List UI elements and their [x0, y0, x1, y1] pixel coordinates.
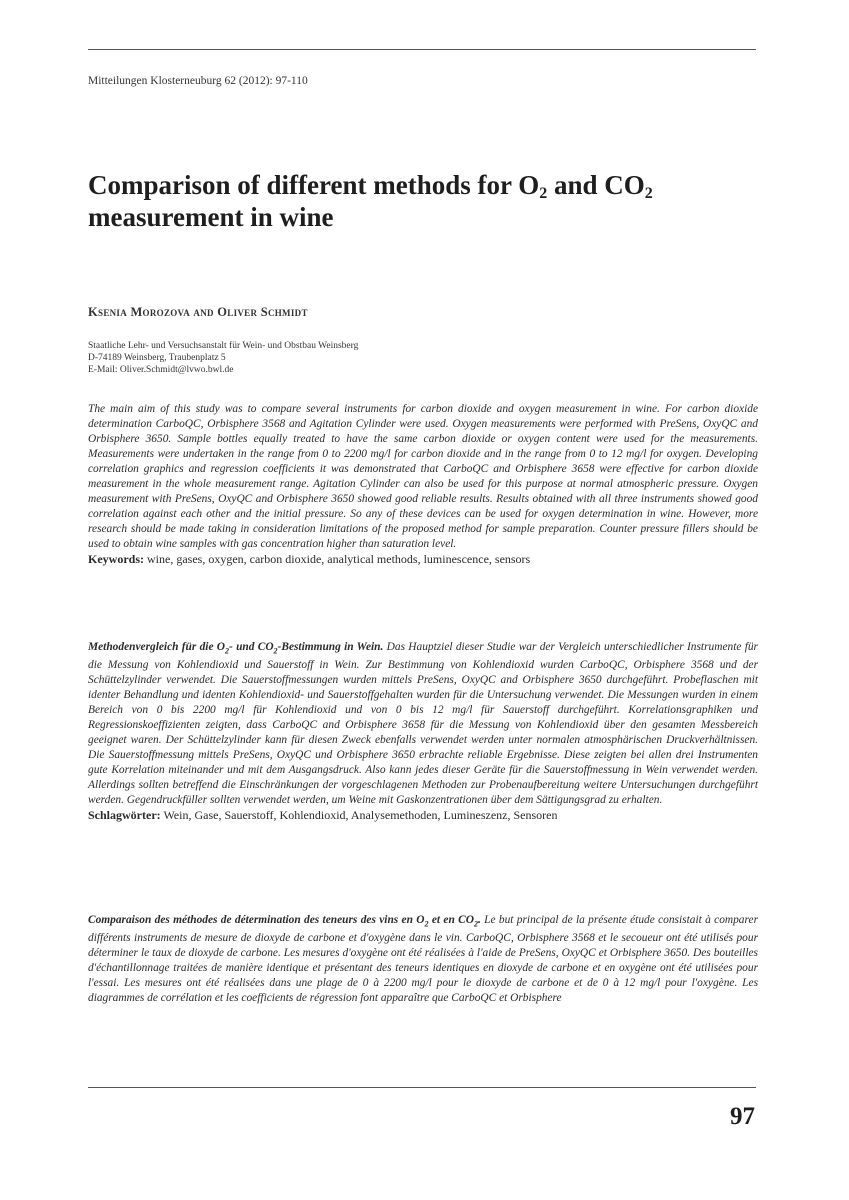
fr-heading-part-2: et en CO [428, 914, 474, 926]
keywords-english-list: wine, gases, oxygen, carbon dioxide, analytical methods, luminescence, sensors [144, 552, 531, 566]
header-rule [88, 49, 756, 50]
author-affiliation [88, 340, 358, 376]
abstract-german-text: Das Hauptziel dieser Studie war der Vergleich unterschiedlicher Instrumente für die Messung von Kohlendioxid und Sauerstoff in Wein. Zur Bestimmung von Kohlendioxid wurden CarboQC, Orbisphere 3568 und der Schüttelzylinder verwendet. Die Sauerstoffmessungen wurden mittels PreSens, OxyQC and Orbisphere 3650 durchgeführt. Probeflaschen mit identer Behandlung und identen Kohlendioxid- und Sauerstoffgehalten wurden für die Untersuchung verwendet. Die Messungen wurden in einem Bereich von 0 bis 2200 mg/l für Kohlendioxid und von 0 bis 12 mg/l für Sauerstoff durchgeführt. Korrelationsgraphiken und Regressionskoeffizienten zeigten, dass CarboQC and Orbisphere 3658 für die Messung von Kohlendioxid über den gesamten Messbereich geeignet waren. Der Schüttelzylinder kann für diesen Zweck ebenfalls verwendet werden unter normalen atmosphärischen Druckverhältnissen. Die Sauerstoffmessung mittels PreSens, OxyQC und Orbisphere 3650 erbrachte reliable Ergebnisse. Diese zeigten bei allen drei Instrumenten gute Korrelation miteinander und mit dem Ausgangsdruck. Also kann jedes dieser Geräte für die Sauerstoffmessung in Wein verwendet werden. Allerdings sollten betreffend die Einschränkungen der vorgeschlagenen Methoden zur Probenaufbereitung weitere Untersuchungen durchgeführt werden. Gegendruckfüller sollten verwendet werden, um Weine mit Gaskonzentrationen über dem Sättigungsgrad zu erhalten. [88, 641, 758, 807]
journal-reference: Mitteilungen Klosterneuburg 62 (2012): 97-110 [88, 75, 308, 87]
keywords-english-label: Keywords: [88, 552, 144, 566]
abstract-english-text: The main aim of this study was to compare several instruments for carbon dioxide and oxygen measurement in wine. For carbon dioxide determination CarboQC, Orbisphere 3568 and Agitation Cylinder were used. Oxygen measurements were performed with PreSens, OxyQC and Orbisphere 3650. Sample bottles equally treated to have the same carbon dioxide or oxygen content were used for the measurements. Measurements were undertaken in the range from 0 to 2200 mg/l for carbon dioxide and in the range from 0 to 12 mg/l for oxygen. Developing correlation graphics and regression coefficients it was demonstrated that CarboQC and Orbisphere 3658 were effective for carbon dioxide measurement in the whole measurement range. Agitation Cylinder can also be used for this purpose at normal atmospheric pressure. Oxygen measurement with PreSens, OxyQC and Orbisphere 3650 showed good reliable results. Results obtained with all three instruments showed good correlation against each other and the initial pressure. So any of these devices can be used for oxygen determination in wine. However, more research should be made taking in consideration limitations of the proposed method for sample preparation. Counter pressure fillers should be used to obtain wine samples with gas concentration higher than saturation level. [88, 403, 758, 550]
abstract-french-text: Le but principal de la présente étude consistait à comparer différents instruments de mesure de dioxyde de carbone et d'oxygène dans le vin. CarboQC, Orbisphere 3568 et le secoueur ont été utilisés pour déterminer le taux de dioxyde de carbone. Les mesures d'oxygène ont été réalisées à l'aide de PreSens, OxyQC et Orbisphere 3650. Des bouteilles d'échantillonnage traitées de manière identique et présentant des teneurs identiques en dioxyde de carbone et en oxygène ont été utilisées pour l'essai. Les mesures ont été réalisées dans une plage de 0 à 2200 mg/l pour le dioxyde de carbone et de 0 à 12 mg/l pour l'oxygène. Les diagrammes de corrélation et les coefficients de régression font apparaître que CarboQC et Orbisphere [88, 914, 759, 1005]
de-heading-part-2: - und CO [229, 641, 274, 653]
title-part-2: and CO [547, 170, 645, 200]
footer-rule [88, 1087, 756, 1088]
title-subscript-1: 2 [539, 185, 548, 202]
fr-heading-part-3: . [477, 914, 481, 926]
abstract-french [88, 913, 758, 1006]
fr-heading-subscript-2: 2 [473, 919, 478, 929]
affiliation-address: D-74189 Weinsberg, Traubenplatz 5 [88, 353, 226, 363]
affiliation-institution: Staatliche Lehr- und Versuchsanstalt für Wein- und Obstbau Weinsberg [88, 341, 359, 351]
fr-heading-subscript-1: 2 [424, 919, 429, 929]
title-subscript-2: 2 [644, 185, 653, 202]
title-part-3: measurement in wine [88, 202, 334, 232]
abstract-german-heading [88, 641, 384, 656]
title-part-1: Comparison of different methods for O [88, 170, 540, 200]
keywords-german [88, 808, 558, 822]
keywords-english [88, 552, 530, 566]
page-number: 97 [730, 1103, 755, 1130]
abstract-english [88, 402, 758, 568]
de-heading-subscript-1: 2 [225, 646, 230, 656]
de-heading-part-1: Methodenvergleich für die O [88, 641, 226, 653]
affiliation-email: E-Mail: Oliver.Schmidt@lvwo.bwl.de [88, 365, 234, 375]
abstract-french-heading [88, 914, 481, 929]
abstract-german [88, 640, 758, 824]
keywords-german-list: Wein, Gase, Sauerstoff, Kohlendioxid, Analysemethoden, Lumineszenz, Sensoren [160, 808, 558, 823]
de-heading-subscript-2: 2 [273, 646, 278, 656]
fr-heading-part-1: Comparaison des méthodes de détermination des teneurs des vins en O [88, 914, 425, 926]
article-title [88, 169, 748, 233]
keywords-german-label: Schlagwörter: [88, 808, 161, 823]
author-list: Ksenia Morozova and Oliver Schmidt [88, 305, 308, 319]
de-heading-part-3: -Bestimmung in Wein. [277, 641, 384, 653]
